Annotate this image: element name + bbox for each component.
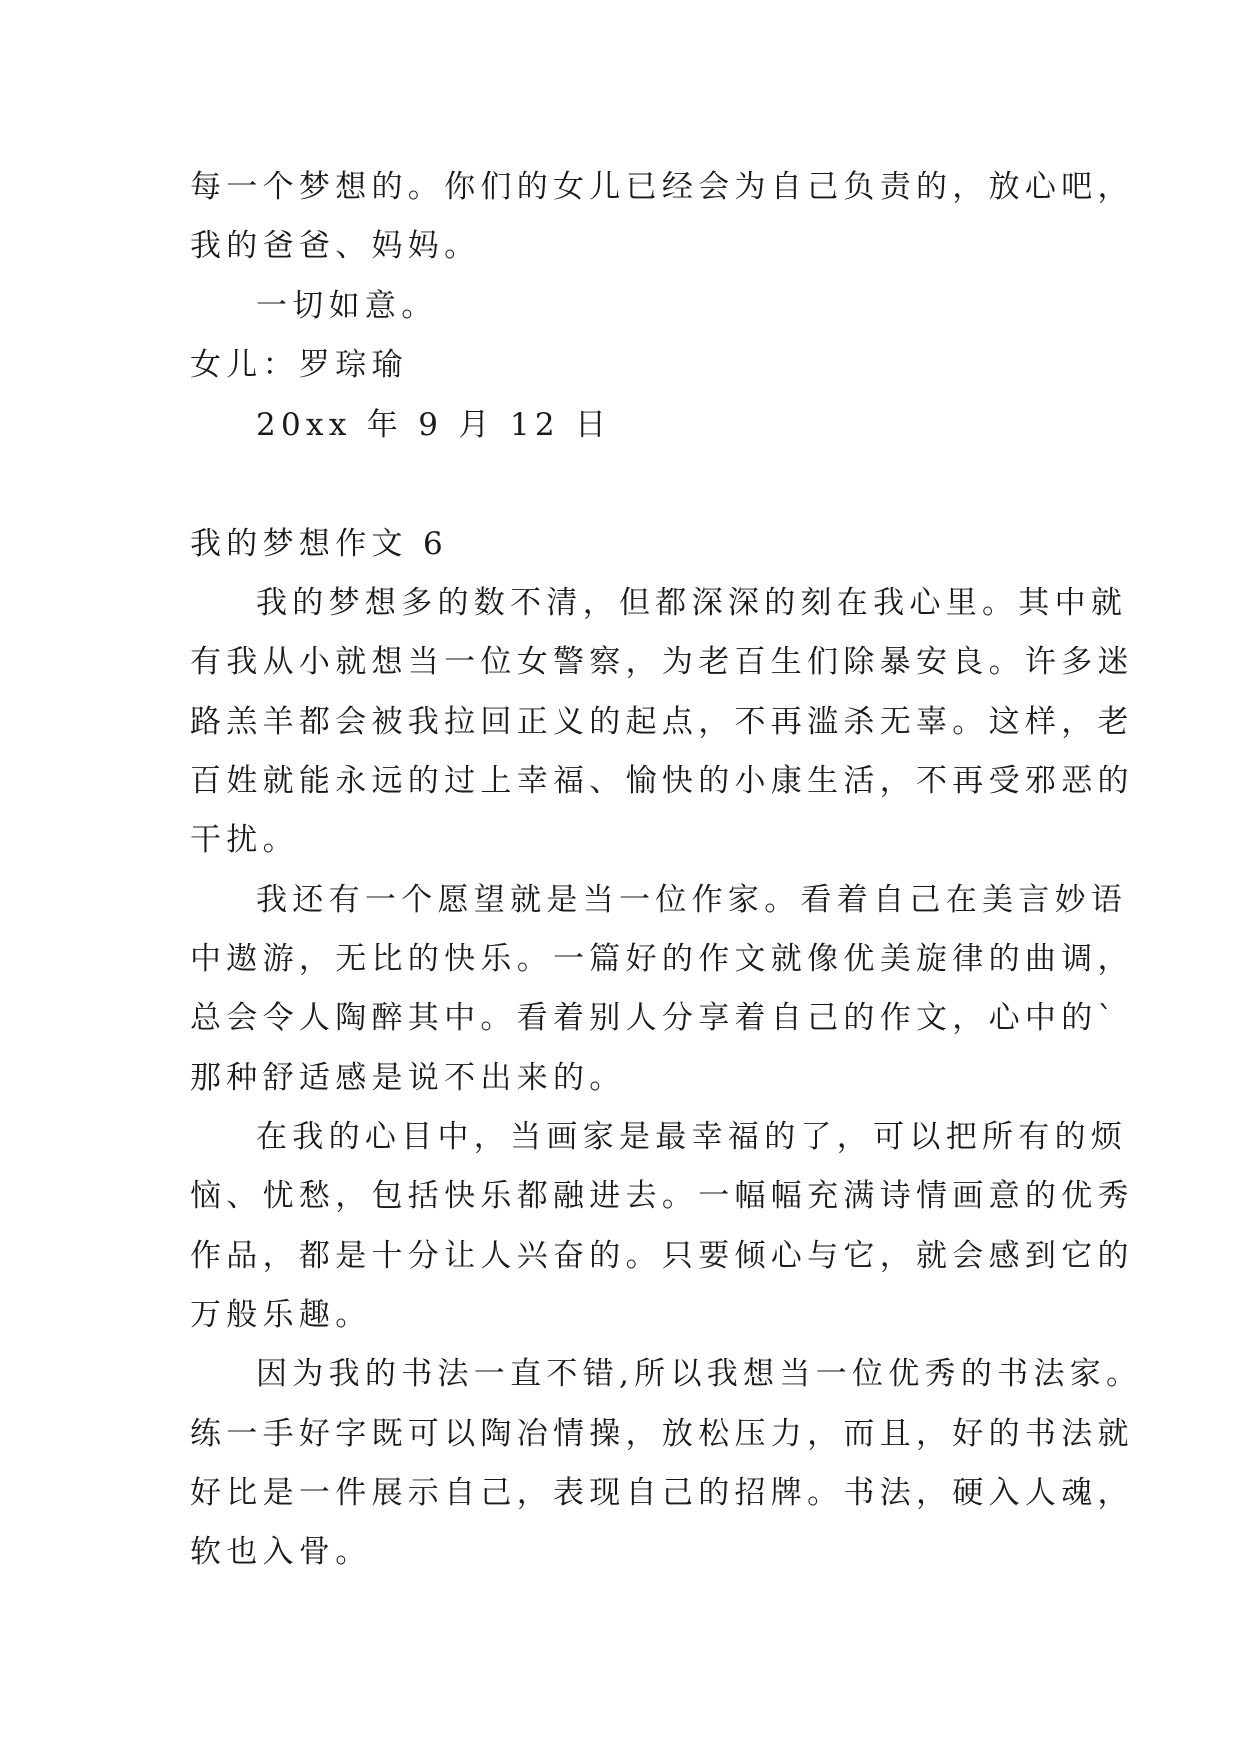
- text-line: 软也入骨。: [190, 1534, 372, 1570]
- text-line: 总会令人陶醉其中。看着别人分享着自己的作文，心中的`: [190, 1000, 1119, 1036]
- text-line: 作品，都是十分让人兴奋的。只要倾心与它，就会感到它的: [190, 1238, 1134, 1274]
- text-line: 因为我的书法一直不错,所以我想当一位优秀的书法家。: [256, 1356, 1143, 1392]
- text-line: 在我的心目中，当画家是最幸福的了，可以把所有的烦: [256, 1119, 1128, 1155]
- text-line: 恼、忧愁，包括快乐都融进去。一幅幅充满诗情画意的优秀: [190, 1178, 1134, 1214]
- signature: 女儿：罗琮瑜: [190, 347, 408, 383]
- text-line: 好比是一件展示自己，表现自己的招牌。书法，硬入人魂，: [190, 1475, 1134, 1511]
- text-line: 万般乐趣。: [190, 1297, 372, 1333]
- text-line: 每一个梦想的。你们的女儿已经会为自己负责的，放心吧，: [190, 169, 1134, 205]
- text-line: 百姓就能永远的过上幸福、愉快的小康生活，不再受邪恶的: [190, 763, 1134, 799]
- letter-date: 20xx 年 9 月 12 日: [256, 407, 612, 443]
- text-line: 练一手好字既可以陶冶情操，放松压力，而且，好的书法就: [190, 1416, 1134, 1452]
- text-line: 那种舒适感是说不出来的。: [190, 1060, 626, 1096]
- text-line: 我的梦想多的数不清，但都深深的刻在我心里。其中就: [256, 585, 1128, 621]
- text-line: 路羔羊都会被我拉回正义的起点，不再滥杀无辜。这样，老: [190, 704, 1134, 740]
- closing-wish: 一切如意。: [256, 288, 438, 324]
- text-line: 干扰。: [190, 822, 299, 858]
- text-line: 中遨游，无比的快乐。一篇好的作文就像优美旋律的曲调，: [190, 941, 1134, 977]
- text-line: 我的爸爸、妈妈。: [190, 228, 481, 264]
- essay-title: 我的梦想作文 6: [190, 526, 448, 562]
- text-line: 有我从小就想当一位女警察，为老百生们除暴安良。许多迷: [190, 644, 1134, 680]
- text-line: 我还有一个愿望就是当一位作家。看着自己在美言妙语: [256, 882, 1128, 918]
